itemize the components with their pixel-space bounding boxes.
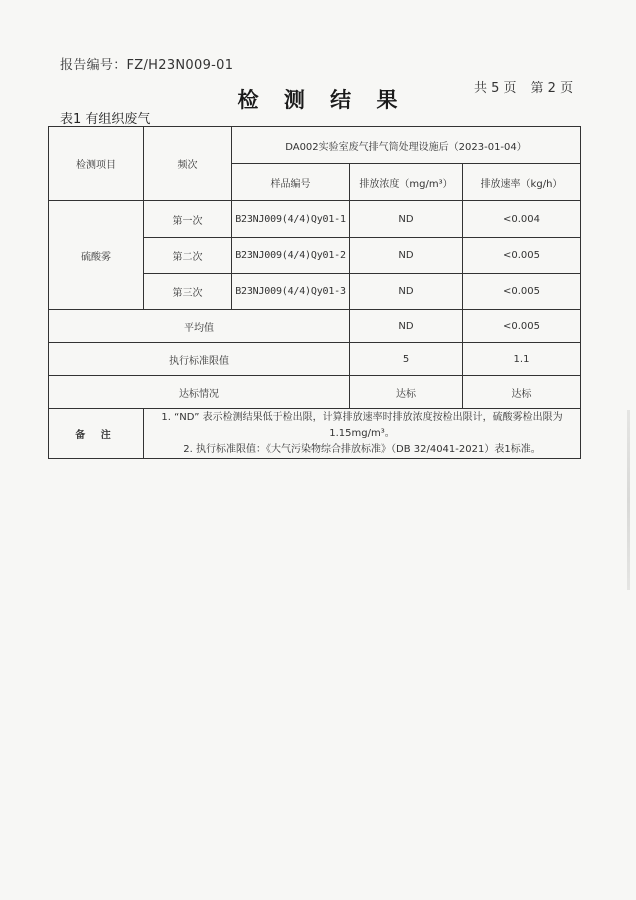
col-header-sample: 样品编号 (232, 164, 350, 201)
row-concentration: ND (350, 274, 463, 310)
notes-row (49, 409, 581, 459)
note-item: 2. 执行标准限值：《大气污染物综合排放标准》（DB 32/4041-2021）表1标准。 (183, 443, 541, 455)
total-pages: 共 5 页 (474, 81, 517, 96)
compliance-label: 达标情况 (49, 376, 350, 409)
limit-concentration: 5 (350, 343, 463, 376)
pollutant-name: 硫酸雾 (49, 201, 144, 310)
limit-rate: 1.1 (463, 343, 581, 376)
row-sample-id: B23NJ009(4/4)Qy01-2 (232, 238, 350, 274)
compliance-rate: 达标 (463, 376, 581, 409)
document-title: 检 测 结 果 (237, 88, 407, 112)
row-frequency: 第一次 (144, 201, 232, 238)
row-rate: <0.005 (463, 274, 581, 310)
row-frequency: 第三次 (144, 274, 232, 310)
row-concentration: ND (350, 238, 463, 274)
notes-content (144, 409, 581, 459)
notes-label: 备 注 (49, 409, 144, 459)
note-item: 1. “ND” 表示检测结果低于检出限，计算排放速率时排放浓度按检出限计，硫酸雾检出限为1.15mg/m³。 (161, 411, 563, 439)
table-header-row (49, 127, 581, 164)
average-rate: <0.005 (463, 310, 581, 343)
row-rate: <0.004 (463, 201, 581, 238)
col-header-concentration: 排放浓度（mg/m³） (350, 164, 463, 201)
row-sample-id: B23NJ009(4/4)Qy01-3 (232, 274, 350, 310)
col-header-rate: 排放速率（kg/h） (463, 164, 581, 201)
average-label: 平均值 (49, 310, 350, 343)
table-label: 表1 有组织废气 (60, 112, 151, 127)
group-header: DA002实验室废气排气筒处理设施后（2023-01-04） (232, 127, 581, 164)
scan-edge-mark (627, 410, 630, 590)
report-number-label: 报告编号： (60, 58, 127, 73)
compliance-concentration: 达标 (350, 376, 463, 409)
row-sample-id: B23NJ009(4/4)Qy01-1 (232, 201, 350, 238)
compliance-row (49, 376, 581, 409)
report-number (60, 54, 233, 73)
report-number-value: FZ/H23N009-01 (126, 58, 234, 73)
limit-label: 执行标准限值 (49, 343, 350, 376)
table-row (49, 201, 581, 238)
row-frequency: 第二次 (144, 238, 232, 274)
limit-row (49, 343, 581, 376)
col-header-item: 检测项目 (49, 127, 144, 201)
emission-table (48, 126, 581, 459)
average-concentration: ND (350, 310, 463, 343)
col-header-frequency: 频次 (144, 127, 232, 201)
row-rate: <0.005 (463, 238, 581, 274)
current-page: 第 2 页 (530, 81, 574, 96)
row-concentration: ND (350, 201, 463, 238)
average-row (49, 310, 581, 343)
